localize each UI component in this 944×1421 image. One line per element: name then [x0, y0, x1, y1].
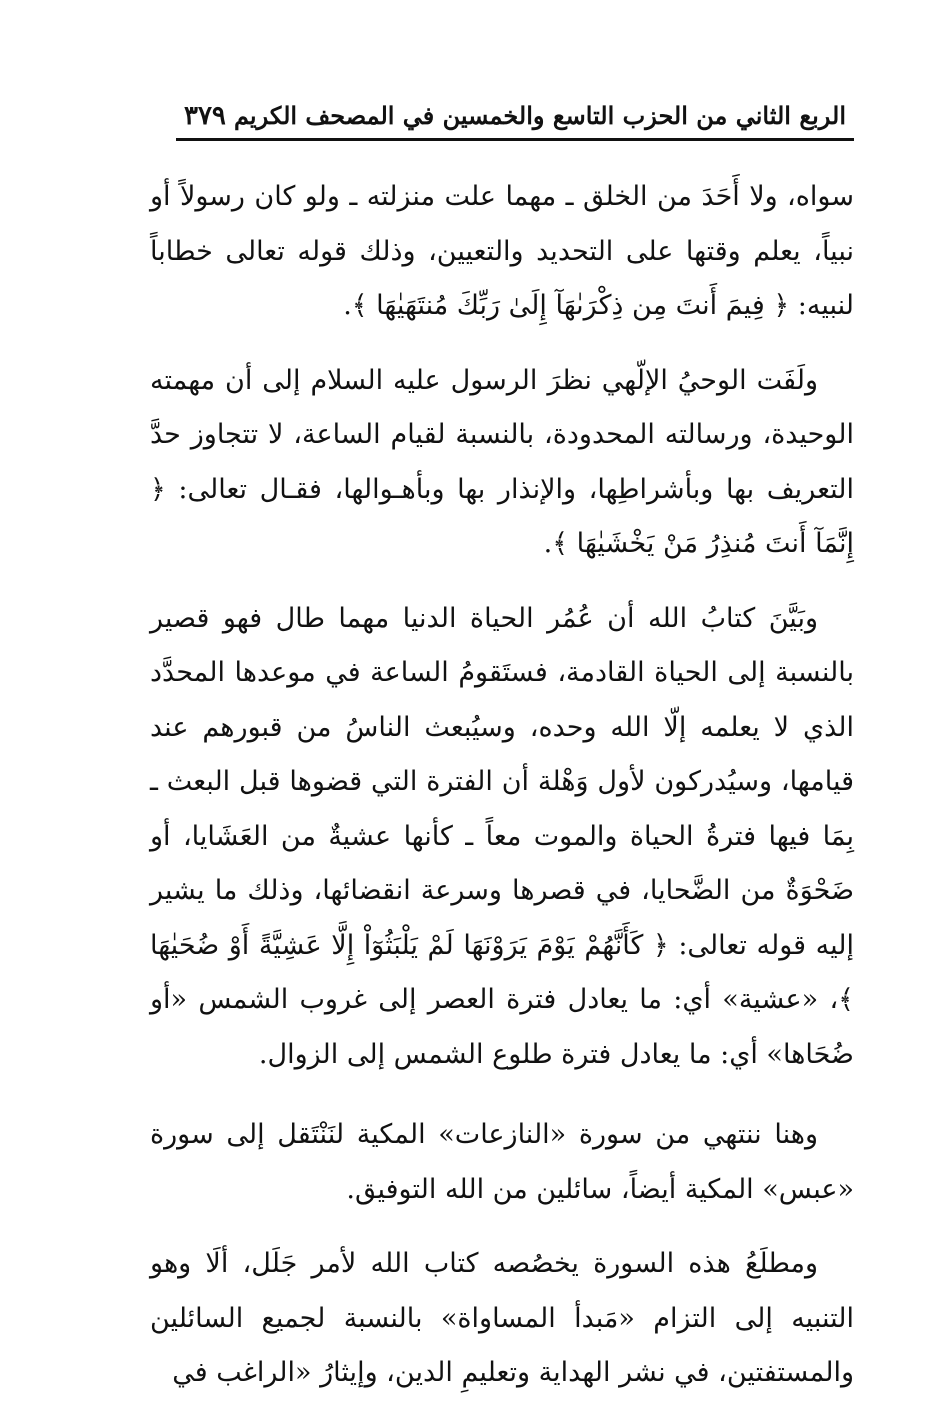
body-text	[150, 170, 854, 1421]
paragraph: وهنا ننتهي من سورة «النازعات» المكية لنَنْتَقل إلى سورة «عبس» المكية أيضاً، سائلين من الله التوفيق.	[150, 1119, 854, 1205]
paragraph: ولَفَت الوحيُ الإلّهي نظرَ الرسول عليه السلام إلى أن مهمته الوحيدة، ورسالته المحدودة، بالنسبة لقيام الساعة، لا تتجاوز حدَّ التعريف بها وبأشراطِها، والإنذار بها وبأهـوالها، فقـال تعالى: ﴿ إِنَّمَآ أَنتَ مُنذِرُ مَنْ يَخْشَيٰهَا ﴾.	[150, 364, 854, 559]
paragraph: سواه، ولا أَحَدَ من الخلق ـ مهما علت منزلته ـ ولو كان رسولاً أو نبياً، يعلم وقتها على التحديد والتعيين، وذلك قوله تعالى خطاباً لنبيه: ﴿ فِيمَ أَنتَ مِن ذِكْرَىٰهَآ إِلَىٰ رَبِّكَ مُنتَهَيٰهَا ﴾.	[150, 181, 854, 321]
running-header	[176, 96, 854, 136]
header-title: الربع الثاني من الحزب التاسع والخمسين في المصحف الكريم	[233, 101, 846, 130]
paragraph: وبَيَّنَ كتابُ الله أن عُمُر الحياة الدنيا مهما طال فهو قصير بالنسبة إلى الحياة القادمة، فستَقومُ الساعة في موعدها المحدَّد الذي لا يعلمه إلّا الله وحده، وسيُبعث الناسُ من قبورهم عند قيامها، وسيُدركون لأول وَهْلة أن الفترة التي قضوها قبل البعث ـ بِمَا فيها فترةُ الحياة والموت معاً ـ كأنها عشيةٌ من العَشَايا، أو ضَحْوَةٌ من الضَّحايا، في قصرها وسرعة انقضائها، وذلك ما يشير إليه قوله تعالى: ﴿ كَأَنَّهُمْ يَوْمَ يَرَوْنَهَا لَمْ يَلْبَثُوٓاْ إِلَّا عَشِيَّةً أَوْ ضُحَيٰهَا ﴾، «عشية» أي: ما يعادل فترة العصر إلى غروب الشمس «أو ضُحَاها» أي: ما يعادل فترة طلوع الشمس إلى الزوال.	[150, 602, 854, 1070]
header-divider	[176, 138, 854, 141]
paragraph: ومطلَعُ هذه السورة يخصُصه كتاب الله لأمر جَلَل، ألَا وهو التنبيه إلى التزام «مَبدأ المساواة» بالنسبة لجميع السائلين والمستفتين، في نشر الهداية وتعليمِ الدين، وإيثارُ «الراغب في	[150, 1248, 854, 1388]
page-number: ٣٧٩	[184, 101, 226, 131]
